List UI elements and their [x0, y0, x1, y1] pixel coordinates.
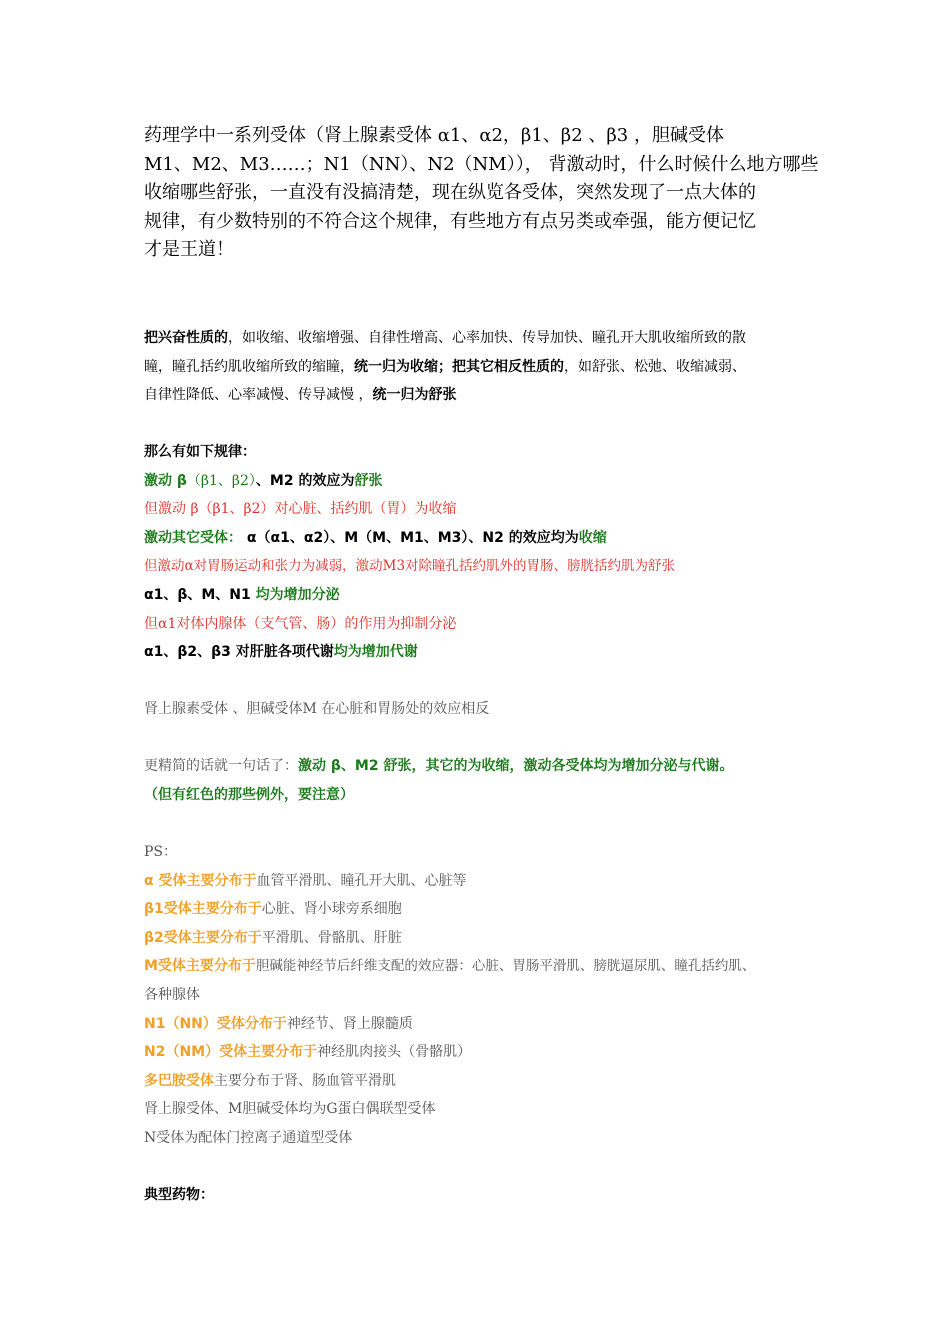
summary-line [144, 752, 824, 781]
rule-exception: 但激动α对胃肠运动和张力为减弱，激动M3对除瞳孔括约肌外的胃肠、膀胱括约肌为舒张 [144, 558, 676, 575]
intro-line: 才是王道！ [144, 239, 234, 260]
rule-text: 激动其它受体： [144, 529, 242, 546]
rule-line [144, 638, 824, 667]
ps-value: 主要分布于肾、肠血管平滑肌 [214, 1072, 396, 1089]
rule-line [144, 467, 824, 496]
ps-g-protein: 肾上腺受体、M胆碱受体均为G蛋白偶联型受体 [144, 1101, 436, 1118]
ps-item [144, 895, 824, 924]
opposite-note: 肾上腺素受体 、胆碱受体M 在心脏和胃肠处的效应相反 [144, 701, 490, 717]
rule-text: α1、β、M、N1 [144, 586, 256, 603]
rule-text: 激动 β [144, 472, 187, 489]
rule-line [144, 524, 824, 553]
intro-paragraph [144, 122, 819, 265]
summary-prefix: 更精简的话就一句话了： [144, 758, 298, 774]
ps-ion-channel: N受体为配体门控离子通道型受体 [144, 1129, 353, 1146]
ps-item [144, 1067, 824, 1096]
rule-text: （β1、β2） [186, 472, 256, 489]
definition-bold: 统一归为舒张 [372, 387, 457, 404]
definition-text: 自律性降低、心率减慢、传导减慢 ， [144, 387, 373, 404]
rule-text: 均为增加分泌 [255, 586, 340, 603]
ps-value: 平滑肌、骨骼肌、肝脏 [261, 929, 402, 946]
intro-line: 药理学中一系列受体（肾上腺素受体 α1、α2，β1、β2 、β3 ，胆碱受体 [144, 125, 724, 146]
definition-line-1 [144, 324, 824, 353]
intro-line: M1、M2、M3……；N1（NN）、N2（NM））， 背激动时，什么时候什么地方哪些 [144, 153, 819, 175]
ps-key: α 受体主要分布于 [144, 872, 257, 889]
ps-value: 神经节、肾上腺髓质 [286, 1015, 413, 1032]
definition-text: 瞳，瞳孔括约肌收缩所致的缩瞳， [144, 358, 354, 375]
ps-value: 胆碱能神经节后纤维支配的效应器：心脏、胃肠平滑肌、膀胱逼尿肌、瞳孔括约肌、 [255, 958, 756, 975]
ps-value: 心脏、肾小球旁系细胞 [261, 901, 402, 918]
definition-text: ，如舒张、松弛、收缩减弱、 [564, 358, 746, 375]
ps-value: 神经肌肉接头（骨骼肌） [317, 1044, 472, 1061]
definition-line-3 [144, 381, 824, 410]
rule-line [144, 581, 824, 610]
intro-line: 规律，有少数特别的不符合这个规律，有些地方有点另类或牵强，能方便记忆 [144, 210, 756, 232]
ps-item [144, 924, 824, 953]
definition-bold: 统一归为收缩；把其它相反性质的 [354, 358, 564, 375]
definition-bold: 把兴奋性质的 [144, 330, 228, 346]
definition-line-2 [144, 353, 824, 382]
ps-section [144, 838, 824, 1153]
rule-text: 舒张 [354, 472, 383, 489]
ps-value: 血管平滑肌、瞳孔开大肌、心脏等 [256, 872, 467, 889]
ps-key: β2受体主要分布于 [144, 929, 262, 946]
definition-paragraph [144, 324, 824, 410]
ps-key: β1受体主要分布于 [144, 901, 262, 918]
rules-section [144, 438, 824, 667]
drugs-heading: 典型药物： [144, 1187, 214, 1203]
ps-item [144, 867, 824, 896]
summary-paragraph [144, 752, 824, 809]
ps-key: M受体主要分布于 [144, 958, 256, 975]
ps-key: N2（NM）受体主要分布于 [144, 1044, 318, 1061]
rules-heading: 那么有如下规律： [144, 444, 256, 460]
rule-exception: 但激动 β（β1、β2）对心脏、括约肌（胃）为收缩 [144, 501, 457, 518]
summary-note: （但有红色的那些例外，要注意） [144, 786, 354, 803]
rule-text: 均为增加代谢 [333, 644, 418, 661]
rule-text: 收缩 [578, 529, 607, 546]
ps-key: 多巴胺受体 [144, 1072, 214, 1089]
ps-item [144, 952, 824, 981]
ps-value: 各种腺体 [144, 986, 200, 1003]
ps-key: N1（NN）受体分布于 [144, 1015, 287, 1032]
rule-text: α（α1、α2）、M（M、M1、M3）、N2 的效应均为 [242, 529, 579, 546]
rule-text: 、M2 的效应为 [255, 472, 355, 489]
definition-text: ，如收缩、收缩增强、自律性增高、心率加快、传导加快、瞳孔开大肌收缩所致的散 [228, 330, 746, 346]
ps-item [144, 1010, 824, 1039]
ps-item [144, 981, 824, 1010]
ps-item [144, 1038, 824, 1067]
summary-main: 激动 β、M2 舒张，其它的为收缩，激动各受体均为增加分泌与代谢。 [298, 758, 734, 774]
ps-label: PS： [144, 844, 178, 860]
rule-text: α1、β2、β3 对肝脏各项代谢 [144, 644, 334, 661]
rule-exception: 但α1对体内腺体（支气管、肠）的作用为抑制分泌 [144, 615, 457, 632]
intro-line: 收缩哪些舒张，一直没有没搞清楚，现在纵览各受体，突然发现了一点大体的 [144, 182, 756, 203]
